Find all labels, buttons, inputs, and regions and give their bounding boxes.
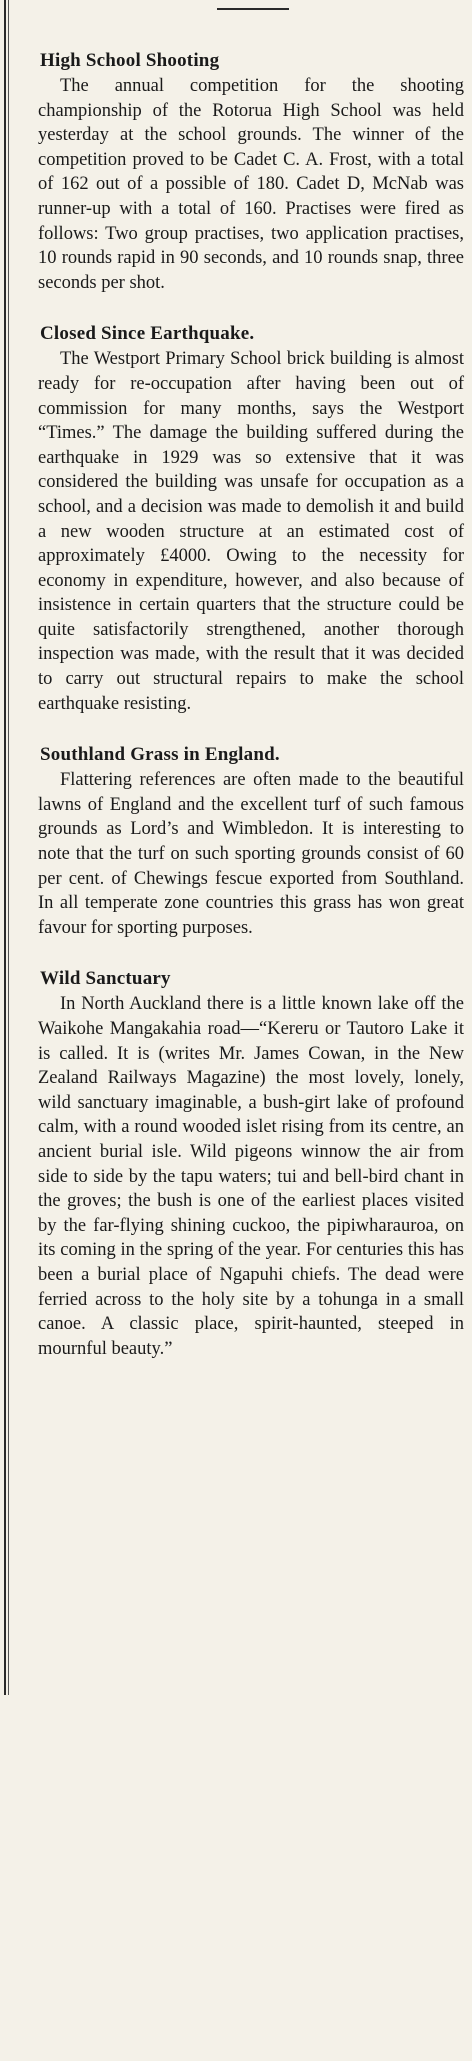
article-closed-since-earthquake <box>38 321 464 716</box>
article-body: The Westport Primary School brick building is almost ready for re-occupation after having been out of commission for many months, says the Westport “Times.” The damage the building suffered during the earthquake in 1929 was so extensive that it was considered the building was unsafe for occupation as a school, and a decision was made to demolish it and build a new wooden structure at an estimated cost of approximately £4000. Owing to the necessity for economy in expenditure, however, and also because of insistence in certain quarters that the structure could be quite satisfactorily strengthened, another thorough inspection was made, with the result that it was decided to carry out structural repairs to make the school earthquake resisting. <box>38 349 464 714</box>
article-high-school-shooting <box>38 48 464 295</box>
headline: Southland Grass in England. <box>40 744 280 766</box>
column-rule-left-inner <box>8 0 9 1695</box>
headline: Wild Sanctuary <box>40 968 171 990</box>
article-body: The annual competition for the shooting championship of the Rotorua High School was held yesterday at the school grounds. The winner of the competition proved to be Cadet C. A. Frost, with a total of 162 out of a possible of 180. Cadet D, McNab was runner-up with a total of 160. Practises were fired as follows: Two group practises, two application practises, 10 rounds rapid in 90 seconds, and 10 rounds snap, three seconds per shot. <box>38 76 464 293</box>
article-body: Flattering references are often made to the beautiful lawns of England and the excellent turf of such famous grounds as Lord’s and Wimbledon. It is interesting to note that the turf on such sporting grounds consist of 60 per cent. of Chewings fescue exported from Southland. In all temperate zone countries this grass has won great favour for sporting purposes. <box>38 770 464 938</box>
headline: Closed Since Earthquake. <box>40 323 255 345</box>
article-body: In North Auckland there is a little known lake off the Waikohe Mangakahia road—“Kereru or Tautoro Lake it is called. It is (writes Mr. James Cowan, in the New Zealand Railways Magazine) the most lovely, lonely, wild sanctuary imaginable, a bush-girt lake of profound calm, with a round wooded islet rising from its centre, an ancient burial isle. Wild pigeons winnow the air from side to side by the tapu waters; tui and bell-bird chant in the groves; the bush is one of the earliest places visited by the far-flying shining cuckoo, the pipiwharauroa, on its coming in the spring of the year. For centuries this has been a burial place of Ngapuhi chiefs. The dead were ferried across to the holy site by a tohunga in a small canoe. A classic place, spirit-haunted, steeped in mournful beauty.” <box>38 994 464 1359</box>
top-divider-rule <box>217 8 289 10</box>
headline: High School Shooting <box>40 50 220 71</box>
article-southland-grass <box>38 742 464 940</box>
news-column <box>38 48 464 1361</box>
article-wild-sanctuary <box>38 966 464 1361</box>
column-rule-left <box>4 0 6 1695</box>
